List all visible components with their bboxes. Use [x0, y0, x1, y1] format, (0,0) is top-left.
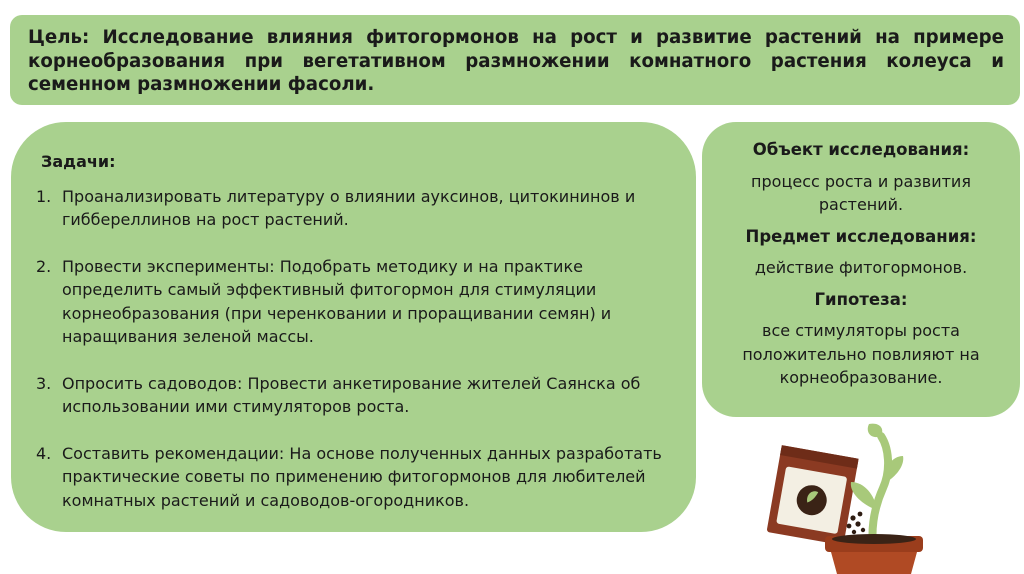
- task-text: Составить рекомендации: На основе полученных данных разработать практические советы по применению фитогормонов для любителей комнатных растений и садоводов-огородников.: [62, 443, 662, 510]
- task-item: [36, 442, 672, 513]
- task-number: 2.: [36, 256, 52, 276]
- object-heading: Объект исследования:: [752, 140, 970, 159]
- flower-pot-icon: [825, 534, 923, 574]
- subject-heading: Предмет исследования:: [745, 226, 977, 246]
- task-item: [36, 372, 672, 419]
- task-number: 3.: [36, 373, 52, 393]
- goal-box: [10, 15, 1020, 105]
- task-text: Проанализировать литературу о влиянии ауксинов, цитокининов и гиббереллинов на рост растений.: [62, 186, 636, 229]
- object-text: процесс роста и развития растений.: [751, 171, 971, 214]
- hypothesis-heading: Гипотеза:: [814, 289, 908, 309]
- goal-text: Исследование влияния фитогормонов на рост и развитие растений на примере корнеобразования при вегетативном размножении комнатного растения колеуса и семенном размножении фасоли.: [28, 27, 1004, 95]
- sprout-icon: [851, 424, 903, 546]
- task-text: Опросить садоводов: Провести анкетирование жителей Саянска об использовании ими стимуляторов роста.: [62, 373, 641, 416]
- tasks-title: Задачи:: [41, 152, 116, 171]
- task-item: [36, 185, 672, 232]
- task-number: 4.: [36, 443, 52, 463]
- research-info-box: [702, 122, 1020, 417]
- task-number: 1.: [36, 186, 52, 206]
- seed-packet-icon: [767, 445, 859, 545]
- tasks-box: [11, 122, 696, 532]
- tasks-list: [36, 185, 672, 513]
- plant-pot-illustration: [745, 418, 960, 574]
- hypothesis-text: все стимуляторы роста положительно повлияют на корнеобразование.: [742, 321, 980, 387]
- task-text: Провести эксперименты: Подобрать методику и на практике определить самый эффективный фитогормон для стимуляции корнеобразования (при черенковании и проращивании семян) и наращивания зеленой массы.: [62, 256, 612, 346]
- goal-label: Цель:: [28, 27, 90, 48]
- seeds-icon: [847, 512, 866, 535]
- subject-text: действие фитогормонов.: [754, 258, 968, 277]
- task-item: [36, 255, 672, 349]
